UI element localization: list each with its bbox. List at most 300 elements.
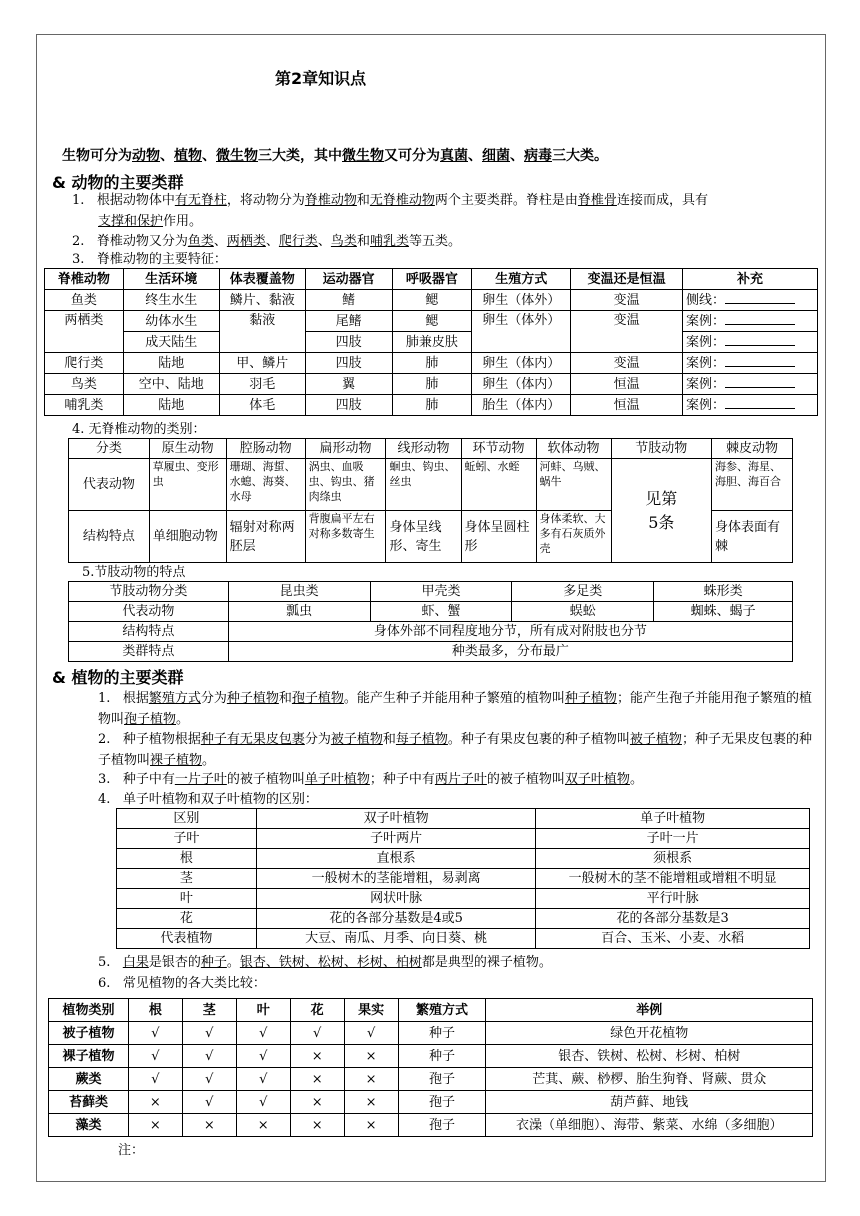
table-cell: 鸟类 [45,374,124,395]
text-span: 都是典型的裸子植物。 [421,955,552,970]
table-cell: 卵生（体内） [472,374,571,395]
text-span: 三大类。 [552,148,608,164]
table-cell: √ [182,1045,236,1068]
table-cell: × [290,1091,344,1114]
animal-item-4: 4. 无脊椎动物的类别： [72,422,206,437]
underlined-term: 支撑和保护 [98,214,164,229]
table-cell: 昆虫类 [228,582,370,602]
text-span: 案例： [686,376,726,392]
text-span: 案例： [686,334,726,350]
text-span: 。 [629,772,643,787]
table-cell: 花的各部分基数是4或5 [256,909,536,929]
table-cell: 果实 [344,999,398,1022]
plant-item-3 [98,769,643,790]
text-span: 和 [356,234,370,249]
text-span: ；能产生孢子并能用孢子繁殖的植物叫 [98,691,812,727]
text-span: 。 [202,753,216,768]
underlined-term: 双子叶植物 [564,772,630,787]
underlined-term: 裸子植物 [150,753,203,768]
text-span: 案例： [686,313,726,329]
table-cell: 孢子 [398,1068,486,1091]
fill-in-blank [725,312,795,325]
text-span: 三大类，其中 [258,148,342,164]
text-span: 的被子植物叫 [226,772,305,787]
page-title: 第2章知识点 [275,69,367,88]
table-cell: 卵生（体外） [472,311,571,353]
table-header-row [117,809,810,829]
table-cell: 恒温 [571,395,683,416]
table-cell: 线形动物 [386,439,461,459]
table-row [117,929,810,949]
text-span: 和 [356,193,370,208]
table-cell: 绿色开花植物 [486,1022,813,1045]
table-cell: 银杏、铁树、松树、杉树、柏树 [486,1045,813,1068]
table-cell [683,332,818,353]
table-cell [683,311,818,332]
table-cell: × [344,1068,398,1091]
table-cell: × [290,1045,344,1068]
table-cell: 节肢动物 [611,439,711,459]
text-span: 侧线： [686,292,726,308]
table-row [69,642,793,662]
table-row [45,311,818,332]
table-cell: 珊瑚、海蜇、水螅、海葵、水母 [226,459,305,511]
text-span: 根据 [122,691,149,706]
text-span: ，将动物分为 [226,193,305,208]
table-cell: 蚯蚓、水蛭 [461,459,536,511]
underlined-term: 无脊椎动物 [369,193,435,208]
table-cell: 结构特点 [69,622,229,642]
table-cell: 终生水生 [123,290,219,311]
text-span: 2. [98,732,111,747]
table-cell: 辐射对称两胚层 [226,511,305,563]
table-cell: 大豆、南瓜、月季、向日葵、桃 [256,929,536,949]
text-span: 、 [265,234,279,249]
animal-heading: & 动物的主要类群 [52,173,184,192]
table-cell: 子叶两片 [256,829,536,849]
table-cell: 花的各部分基数是3 [536,909,810,929]
table-header-row [69,439,793,459]
table-cell: 繁殖方式 [398,999,486,1022]
table-cell: 变温还是恒温 [571,269,683,290]
table-cell: √ [182,1068,236,1091]
table-cell: 两栖类 [45,311,124,353]
table-cell: 幼体水生 [123,311,219,332]
plant-item-4 [98,789,318,810]
table-cell: × [344,1114,398,1137]
table-cell: 单细胞动物 [149,511,226,563]
table-cell: 肺兼皮肤 [392,332,472,353]
underlined-term: 细菌 [482,148,510,164]
table-cell: 代表动物 [69,459,150,511]
text-span: 连接而成，具有 [616,193,708,208]
table-cell: 花 [290,999,344,1022]
table-cell: 哺乳类 [45,395,124,416]
table-cell: 茎 [182,999,236,1022]
note-label: 注： [118,1143,145,1158]
table-cell: 背腹扁平左右对称多数寄生 [305,511,386,563]
underlined-term: 两栖类 [226,234,266,249]
text-span: 、 [160,148,174,164]
underlined-term: 被子植物 [330,732,383,747]
table-cell: √ [182,1022,236,1045]
text-span: 、 [202,148,216,164]
table-cell: 恒温 [571,374,683,395]
underlined-term: 脊椎骨 [577,193,617,208]
text-span: 和 [382,732,396,747]
text-span: 案例： [686,397,726,413]
table-cell: 藻类 [49,1114,129,1137]
table-cell [683,290,818,311]
table-cell: 叶 [117,889,257,909]
table-cell: 黏液 [219,311,305,353]
table-cell: 生活环境 [123,269,219,290]
underlined-term: 病毒 [524,148,552,164]
table-cell: 补充 [683,269,818,290]
table-cell: 成天陆生 [123,332,219,353]
table-cell: 茎 [117,869,257,889]
table-cell: 鱼类 [45,290,124,311]
table-cell: 涡虫、血吸虫、钩虫、猪肉绦虫 [305,459,386,511]
underlined-term: 微生物 [342,148,384,164]
table-cell: 陆地 [123,395,219,416]
text-span: ；种子无果皮包裹的种子植物叫 [98,732,812,768]
plant-item-2 [98,729,813,771]
table-cell: 花 [117,909,257,929]
text-span: 3. [98,772,111,787]
text-span: 两个主要类群。脊柱是由 [434,193,578,208]
table-cell: 蕨类 [49,1068,129,1091]
table-cell: 叶 [236,999,290,1022]
table-cell: 平行叶脉 [536,889,810,909]
table-cell: 体表覆盖物 [219,269,305,290]
table-cell: 变温 [571,290,683,311]
text-span: 等五类。 [408,234,461,249]
table-cell: 身体呈线形、寄生 [386,511,461,563]
text-span: 。 [226,955,240,970]
text-span: 1. [72,193,85,208]
table-row [49,1114,813,1137]
table-cell: 蛔虫、钩虫、丝虫 [386,459,461,511]
text-span: 和 [278,691,292,706]
table-cell: × [236,1114,290,1137]
table-cell: 衣澡（单细胞）、海带、紫菜、水绵（多细胞） [486,1114,813,1137]
table-cell: 区别 [117,809,257,829]
animal-item-1 [72,190,812,232]
table-cell: 多足类 [512,582,654,602]
mono-dicot-table [116,808,810,949]
fill-in-blank [725,375,795,388]
table-cell: √ [182,1091,236,1114]
table-cell: 举例 [486,999,813,1022]
underlined-term: 繁殖方式 [148,691,201,706]
table-row [69,602,793,622]
underlined-term: 白果 [122,955,149,970]
table-row [45,374,818,395]
table-cell: √ [236,1068,290,1091]
table-cell: 被子植物 [49,1022,129,1045]
underlined-term: 鸟类 [330,234,357,249]
table-cell: 鳃 [392,290,472,311]
underlined-term: 孢子植物 [291,691,344,706]
text-span: 常见植物的各大类比较： [122,976,266,991]
invertebrate-table [68,438,793,563]
table-cell: √ [290,1022,344,1045]
underlined-term: 种子有无果皮包裹 [200,732,305,747]
table-row [117,849,810,869]
table-cell: √ [236,1022,290,1045]
table-cell: √ [128,1045,182,1068]
table-cell: √ [344,1022,398,1045]
table-row [45,395,818,416]
table-row [49,1091,813,1114]
plant-item-1 [98,688,813,730]
table-cell: 卵生（体内） [472,353,571,374]
underlined-term: 孢子植物 [124,712,177,727]
text-span: 6. [98,976,111,991]
table-cell [683,353,818,374]
table-cell: 植物类别 [49,999,129,1022]
text-span: 1. [98,691,111,706]
table-cell: 生殖方式 [472,269,571,290]
table-cell [683,395,818,416]
table-cell: 身体外部不同程度地分节，所有成对附肢也分节 [228,622,792,642]
table-cell: 体毛 [219,395,305,416]
table-row [45,290,818,311]
fill-in-blank [725,354,795,367]
table-row [117,869,810,889]
table-cell: 一般树木的茎能增粗，易剥离 [256,869,536,889]
text-span: 根据动物体中 [96,193,175,208]
text-span: 生物可分为 [62,148,132,164]
table-cell: 蜈蚣 [512,602,654,622]
table-cell: 须根系 [536,849,810,869]
table-cell: 葫芦藓、地钱 [486,1091,813,1114]
table-cell: 种类最多，分布最广 [228,642,792,662]
table-cell: 甲壳类 [370,582,512,602]
text-span: 。 [176,712,190,727]
table-cell: 原生动物 [149,439,226,459]
text-span: 作用。 [163,214,203,229]
animal-item-3 [72,249,227,270]
table-cell: 分类 [69,439,150,459]
text-span: 种子中有 [122,772,175,787]
table-row [45,353,818,374]
text-span: 5. [98,955,111,970]
text-span: 3. [72,252,85,267]
plant-heading: & 植物的主要类群 [52,668,184,687]
table-cell: 变温 [571,353,683,374]
table-row [117,909,810,929]
plant-item-6 [98,973,266,994]
fill-in-blank [725,333,795,346]
table-cell: 鳍 [305,290,392,311]
table-cell: 一般树木的茎不能增粗或增粗不明显 [536,869,810,889]
table-cell: 软体动物 [536,439,611,459]
underlined-term: 两片子叶 [434,772,487,787]
table-cell: 直根系 [256,849,536,869]
underlined-term: 种子 [200,955,227,970]
text-span: 脊椎动物的主要特征： [96,252,227,267]
underlined-term: 植物 [174,148,202,164]
table-cell: 翼 [305,374,392,395]
table-cell: 蜘蛛、蝎子 [654,602,793,622]
table-cell: 孢子 [398,1091,486,1114]
table-cell: 结构特点 [69,511,150,563]
intro-line [62,145,608,165]
animal-item-5: 5.节肢动物的特点 [82,565,186,580]
fill-in-blank [725,291,795,304]
table-cell: × [290,1114,344,1137]
table-cell: 尾鳍 [305,311,392,332]
table-cell: 蛛形类 [654,582,793,602]
table-cell: 苔藓类 [49,1091,129,1114]
vertebrate-table [44,268,818,416]
table-cell: 四肢 [305,332,392,353]
table-cell: 海参、海星、海胆、海百合 [712,459,793,511]
table-cell: 身体呈圆柱形 [461,511,536,563]
table-cell: × [344,1091,398,1114]
table-cell: 爬行类 [45,353,124,374]
table-cell: 虾、蟹 [370,602,512,622]
table-cell: 节肢动物分类 [69,582,229,602]
text-span: 又可分为 [384,148,440,164]
table-cell: × [128,1114,182,1137]
table-cell: 羽毛 [219,374,305,395]
fill-in-blank [725,396,795,409]
table-cell: × [128,1091,182,1114]
table-cell: × [182,1114,236,1137]
table-cell: √ [128,1022,182,1045]
table-cell: 单子叶植物 [536,809,810,829]
table-cell: 肺 [392,374,472,395]
text-span: ；种子中有 [369,772,435,787]
underlined-term: 每子植物 [395,732,448,747]
table-row [69,622,793,642]
table-cell: 呼吸器官 [392,269,472,290]
table-cell: 子叶 [117,829,257,849]
underlined-term: 被子植物 [629,732,682,747]
table-row [117,829,810,849]
table-cell: 卵生（体外） [472,290,571,311]
table-cell: × [344,1045,398,1068]
table-row [49,1068,813,1091]
table-row [69,459,793,511]
table-cell: × [290,1068,344,1091]
text-span [72,214,98,229]
table-cell: 类群特点 [69,642,229,662]
text-span: 案例： [686,355,726,371]
table-cell: 棘皮动物 [712,439,793,459]
table-cell: 身体表面有棘 [712,511,793,563]
table-row [69,582,793,602]
table-cell: 百合、玉米、小麦、水稻 [536,929,810,949]
text-span: 的被子植物叫 [486,772,565,787]
underlined-term: 种子植物 [564,691,617,706]
table-cell: 陆地 [123,353,219,374]
underlined-term: 一片子叶 [174,772,227,787]
table-row [49,1045,813,1068]
table-cell: 芒萁、蕨、桫椤、胎生狗脊、肾蕨、贯众 [486,1068,813,1091]
table-cell: 身体柔软、大多有石灰质外壳 [536,511,611,563]
table-cell: 代表植物 [117,929,257,949]
table-cell: 甲、鳞片 [219,353,305,374]
underlined-term: 有无脊柱 [174,193,227,208]
text-span: 、 [317,234,331,249]
table-cell: 裸子植物 [49,1045,129,1068]
underlined-term: 脊椎动物 [304,193,357,208]
text-span: 脊椎动物又分为 [96,234,188,249]
table-cell: 运动器官 [305,269,392,290]
text-span: 。种子有果皮包裹的种子植物叫 [447,732,630,747]
table-cell: √ [128,1068,182,1091]
table-cell [683,374,818,395]
underlined-term: 银杏、铁树、松树、杉树、柏树 [239,955,422,970]
text-span: 2. [72,234,85,249]
table-header-row [45,269,818,290]
text-span: 单子叶植物和双子叶植物的区别： [122,792,318,807]
table-cell: 种子 [398,1045,486,1068]
table-cell: 孢子 [398,1114,486,1137]
table-row [45,332,818,353]
table-cell: 肺 [392,353,472,374]
table-cell: 双子叶植物 [256,809,536,829]
text-span: 4. [98,792,111,807]
table-cell: 代表动物 [69,602,229,622]
underlined-term: 种子植物 [226,691,279,706]
text-span: 种子植物根据 [122,732,201,747]
arthropod-table [68,581,793,662]
text-span: 、 [510,148,524,164]
table-row [117,889,810,909]
table-cell: 扁形动物 [305,439,386,459]
underlined-term: 微生物 [216,148,258,164]
underlined-term: 单子叶植物 [304,772,370,787]
text-span: 。能产生种子并能用种子繁殖的植物叫 [343,691,565,706]
table-cell: 鳞片、黏液 [219,290,305,311]
table-cell: 鳃 [392,311,472,332]
table-cell: 草履虫、变形虫 [149,459,226,511]
table-cell: 根 [128,999,182,1022]
table-cell: 见第5条 [611,459,711,563]
text-span: 、 [468,148,482,164]
table-cell: 种子 [398,1022,486,1045]
plant-item-5 [98,952,552,973]
underlined-term: 动物 [132,148,160,164]
table-cell: 瓢虫 [228,602,370,622]
underlined-term: 哺乳类 [369,234,409,249]
table-cell: 根 [117,849,257,869]
text-span: 、 [213,234,227,249]
table-cell: 肺 [392,395,472,416]
text-span: 分为 [200,691,227,706]
table-cell: 腔肠动物 [226,439,305,459]
table-cell: √ [236,1045,290,1068]
table-cell: 四肢 [305,395,392,416]
table-cell: 脊椎动物 [45,269,124,290]
table-cell: 胎生（体内） [472,395,571,416]
underlined-term: 爬行类 [278,234,318,249]
table-cell: 变温 [571,311,683,353]
table-cell: 子叶一片 [536,829,810,849]
table-header-row [49,999,813,1022]
plant-compare-table [48,998,813,1137]
table-cell: 河蚌、乌贼、蜗牛 [536,459,611,511]
table-cell: √ [236,1091,290,1114]
table-cell: 网状叶脉 [256,889,536,909]
text-span: 分为 [304,732,331,747]
table-cell: 四肢 [305,353,392,374]
